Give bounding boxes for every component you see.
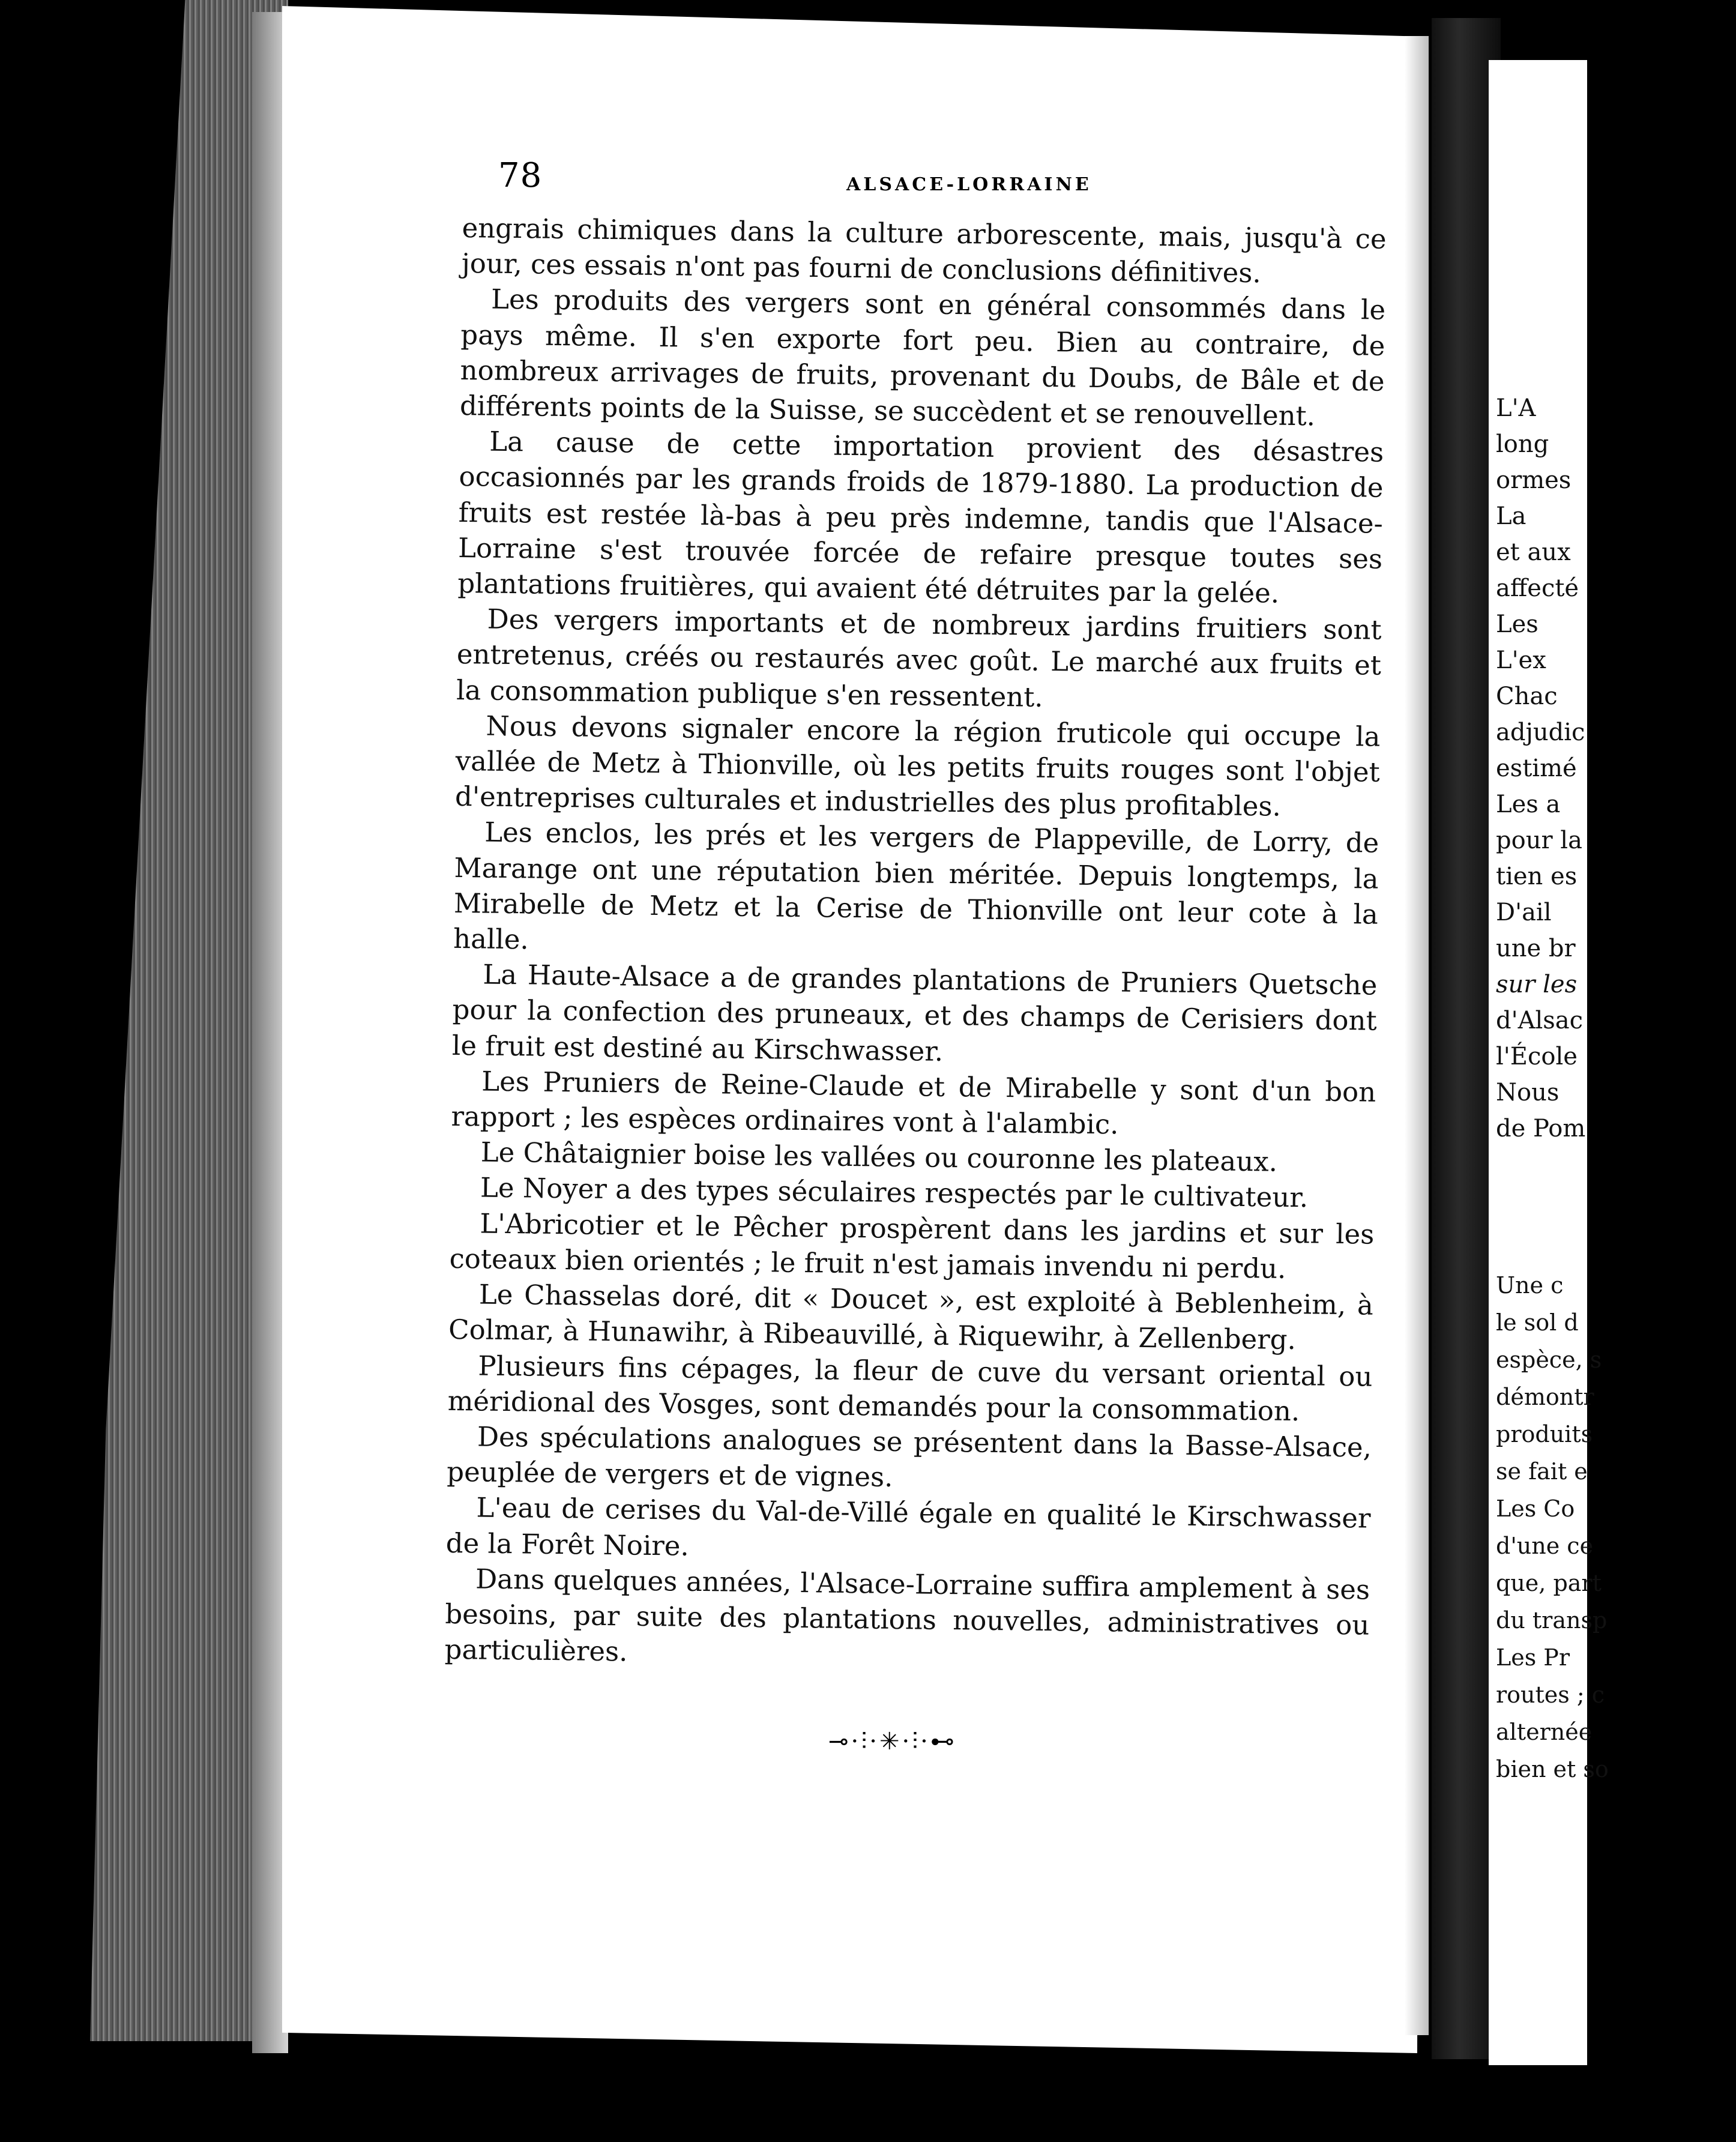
facing-line: et aux <box>1496 539 1571 566</box>
paragraph: Le Noyer a des types séculaires respectés par le cultivateur. <box>480 1171 1309 1214</box>
paragraph: L'Abricotier et le Pêcher prospèrent dans les jardins et sur les coteaux bien orientés ; le fruit n'est jamais invendu ni perdu. <box>449 1207 1375 1285</box>
paragraph: Plusieurs fins cépages, la fleur de cuve du versant oriental ou méridional des Vosges, sont demandés pour la consommation. <box>447 1349 1373 1427</box>
facing-line: une br <box>1496 935 1576 962</box>
facing-line: le sol d <box>1496 1309 1579 1336</box>
facing-line: d'une ce <box>1496 1533 1594 1559</box>
paragraph: Dans quelques années, l'Alsace-Lorraine suffira amplement à ses besoins, par suite des plantations nouvelles, administratives ou particulières. <box>444 1563 1370 1668</box>
facing-line: d'Alsac <box>1496 1007 1584 1034</box>
facing-line: estimé <box>1496 755 1577 782</box>
facing-line: ormes <box>1496 466 1572 494</box>
facing-line: produits <box>1496 1421 1593 1447</box>
facing-line: de Pom <box>1496 1115 1586 1142</box>
facing-line: Les Co <box>1496 1495 1575 1522</box>
paragraph: Le Châtaignier boise les vallées ou couronne les plateaux. <box>480 1136 1278 1178</box>
running-title: ALSACE-LORRAINE <box>846 174 1092 195</box>
body-text <box>444 210 1387 1679</box>
paragraph: Le Chasselas doré, dit « Doucet », est exploité à Beblenheim, à Colmar, à Hunawihr, à Ribeauvillé, à Riquewihr, à Zellenberg. <box>448 1278 1374 1356</box>
facing-page <box>1489 60 1609 2065</box>
page-edge-shadow <box>1405 36 1429 2035</box>
facing-line: du transp <box>1496 1607 1608 1634</box>
facing-line: Nous <box>1496 1079 1560 1106</box>
facing-line: D'ail <box>1496 899 1552 926</box>
paragraph: Nous devons signaler encore la région fruticole qui occupe la vallée de Metz à Thionville, où les petits fruits rouges sont l'objet d'entreprises culturales et industrielles des plus profitables. <box>454 710 1381 822</box>
paragraph: La Haute-Alsace a de grandes plantations de Pruniers Quetsche pour la confection des pruneaux, et des champs de Cerisiers dont le fruit est destiné au Kirschwasser. <box>451 958 1378 1067</box>
facing-line: routes ; c <box>1496 1682 1605 1708</box>
paragraph: Les produits des vergers sont en général consommés dans le pays même. Il s'en exporte fort peu. Bien au contraire, de nombreux arrivages de fruits, provenant du Doubs, de Bâle et de différents points de la Suisse, se succèdent et se renouvellent. <box>459 283 1386 432</box>
facing-line: L'ex <box>1496 647 1546 674</box>
paragraph: Des vergers importants et de nombreux jardins fruitiers sont entretenus, créés ou restaurés avec goût. Le marché aux fruits et la consommation publique s'en ressentent. <box>456 603 1382 713</box>
paragraph: Les Pruniers de Reine-Claude et de Mirabelle y sont d'un bon rapport ; les espèces ordinaires vont à l'alambic. <box>451 1065 1376 1141</box>
facing-line: sur les <box>1496 971 1578 998</box>
facing-line: La <box>1496 502 1527 530</box>
facing-line: adjudic <box>1496 719 1585 746</box>
facing-line: Les <box>1496 611 1539 638</box>
paragraph: La cause de cette importation provient des désastres occasionnés par les grands froids de 1879-1880. La production de fruits est restée là-bas à peu près indemne, tandis que l'Alsace-Lorraine s'est trouvée forcée de refaire presque toutes ses plantations fruitières, qui avaient été détruites par la gelée. <box>457 425 1384 609</box>
paragraph: Les enclos, les prés et les vergers de Plappeville, de Lorry, de Marange ont une réputation bien méritée. Depuis longtemps, la Mirabelle de Metz et la Cerise de Thionville ont leur cote à la halle. <box>453 816 1379 956</box>
facing-line: Chac <box>1496 683 1558 710</box>
paragraph: Des spéculations analogues se présentent dans la Basse-Alsace, peuplée de vergers et de vignes. <box>447 1420 1372 1494</box>
facing-line: démontr <box>1496 1384 1594 1410</box>
facing-line: bien et so <box>1496 1756 1609 1782</box>
facing-line: que, part <box>1496 1570 1602 1596</box>
facing-line: tien es <box>1496 863 1578 890</box>
facing-line: Les a <box>1496 791 1561 818</box>
facing-line: alternée <box>1496 1719 1593 1745</box>
ornament-divider: ⊸·⫶·✳·⫶·⊷ <box>828 1728 957 1755</box>
facing-page-block-2 <box>1496 1267 1736 1788</box>
page-number: 78 <box>498 156 543 195</box>
facing-page-block-1 <box>1496 390 1736 1147</box>
facing-line: Les Pr <box>1496 1644 1570 1671</box>
facing-line: se fait e <box>1496 1458 1588 1485</box>
facing-line: affecté <box>1496 575 1579 602</box>
facing-line: pour la <box>1496 827 1582 854</box>
paragraph: L'eau de cerises du Val-de-Villé égale en qualité le Kirschwasser de la Forêt Noire. <box>445 1491 1371 1562</box>
paragraph: engrais chimiques dans la culture arborescente, mais, jusqu'à ce jour, ces essais n'ont pas fourni de conclusions définitives. <box>461 211 1387 289</box>
facing-line: l'École <box>1496 1043 1578 1070</box>
facing-line: Une c <box>1496 1272 1564 1299</box>
facing-line: L'A <box>1496 394 1536 422</box>
facing-line: espèce, s <box>1496 1347 1602 1373</box>
facing-line: long <box>1496 430 1549 458</box>
